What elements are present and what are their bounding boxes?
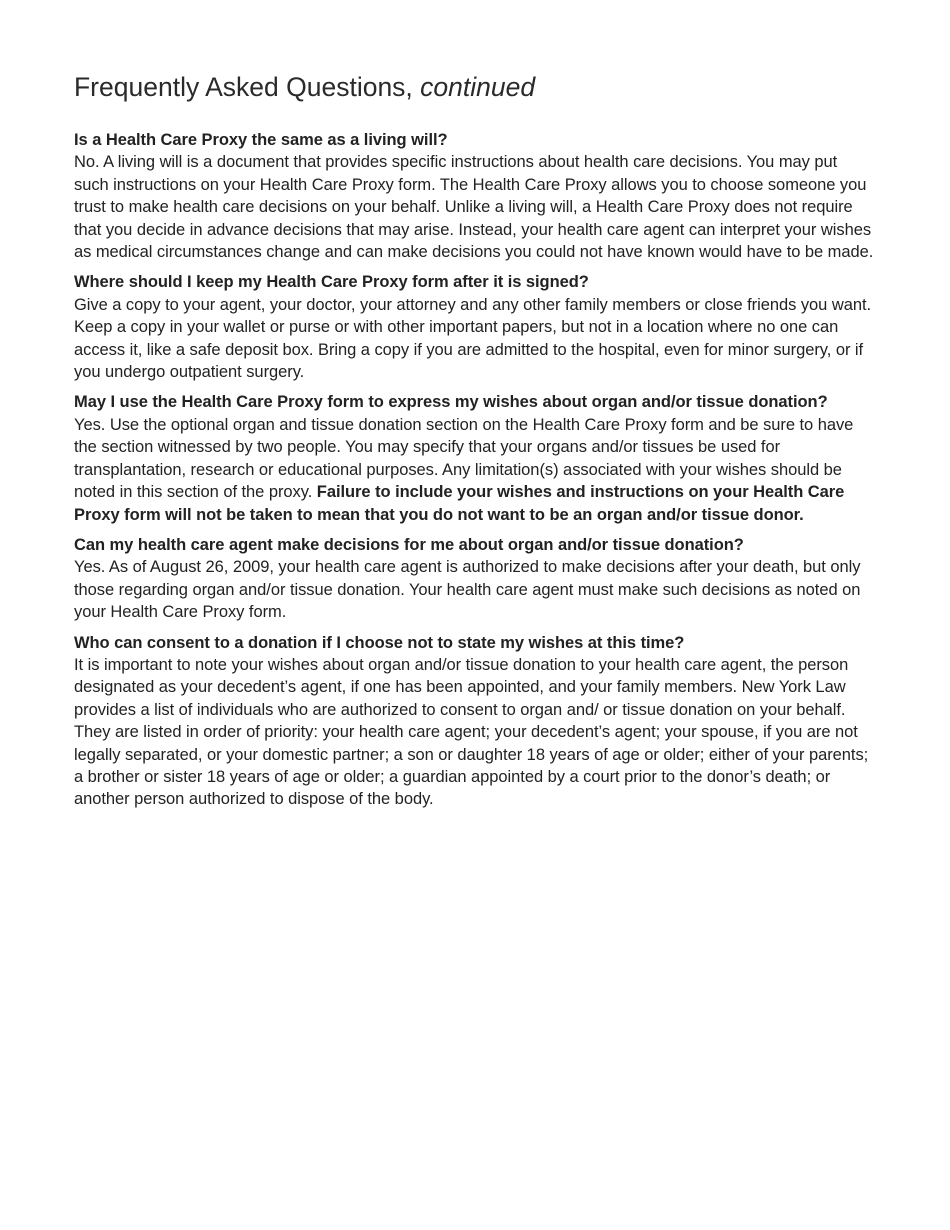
faq-question: Who can consent to a donation if I choose not to state my wishes at this time? bbox=[74, 633, 685, 652]
faq-question: Where should I keep my Health Care Proxy form after it is signed? bbox=[74, 273, 589, 292]
faq-answer-emphasis: Failure to include your wishes and instructions on your Health Care Proxy form will not be taken to mean that you do not want to be an organ and/or tissue donor. bbox=[74, 483, 845, 524]
faq-answer: It is important to note your wishes about organ and/or tissue donation to your health care agent, the person designated as your decedent’s agent, if one has been appointed, and your family members. New York Law provides a list of individuals who are authorized to consent to organ and/ or tissue donation on your behalf. They are listed in order of priority: your health care agent; your decedent’s agent; your spouse, if you are not legally separated, or your domestic partner; a son or daughter 18 years of age or older; either of your parents; a brother or sister 18 years of age or older; a guardian appointed by a court prior to the donor’s death; or another person authorized to dispose of the body. bbox=[74, 655, 869, 809]
faq-page bbox=[74, 70, 874, 819]
faq-question: Is a Health Care Proxy the same as a living will? bbox=[74, 131, 448, 149]
faq-question: May I use the Health Care Proxy form to express my wishes about organ and/or tissue donation? bbox=[74, 393, 828, 412]
faq-question: Can my health care agent make decisions for me about organ and/or tissue donation? bbox=[74, 535, 744, 554]
faq-answer bbox=[74, 414, 874, 526]
page-title-continued: continued bbox=[420, 72, 536, 102]
faq-answer: Give a copy to your agent, your doctor, your attorney and any other family members or close friends you want. Keep a copy in your wallet or purse or with other important papers, but not in a location where no one can access it, like a safe deposit box. Bring a copy if you are admitted to the hospital, even for minor surgery, or if you undergo outpatient surgery. bbox=[74, 295, 872, 382]
faq-answer: Yes. As of August 26, 2009, your health care agent is authorized to make decisions after your death, but only those regarding organ and/or tissue donation. Your health care agent must make such decisions as noted on your Health Care Proxy form. bbox=[74, 558, 861, 622]
faq-answer: No. A living will is a document that provides specific instructions about health care decisions. You may put such instructions on your Health Care Proxy form. The Health Care Proxy allows you to choose someone you trust to make health care decisions on your behalf. Unlike a living will, a Health Care Proxy does not require that you decide in advance decisions that may arise. Instead, your health care agent can interpret your wishes as medical circumstances change and can make decisions you could not have known would have to be made. bbox=[74, 153, 874, 262]
page-title-main: Frequently Asked Questions, bbox=[74, 72, 413, 102]
faq-item-agent-organ-decisions bbox=[74, 534, 874, 624]
page-title bbox=[74, 70, 874, 104]
faq-item-organ-donation-wishes bbox=[74, 391, 874, 525]
faq-answer-text: Yes. Use the optional organ and tissue donation section on the Health Care Proxy form and be sure to have the section witnessed by two people. You may specify that your organs and/or tissues be used for transplantation, research or educational purposes. Any limitation(s) associated with your wishes should be noted in this section of the proxy. bbox=[74, 415, 854, 502]
faq-item-living-will bbox=[74, 129, 874, 263]
faq-item-consent-donation bbox=[74, 632, 874, 811]
faq-item-keep-form bbox=[74, 271, 874, 383]
